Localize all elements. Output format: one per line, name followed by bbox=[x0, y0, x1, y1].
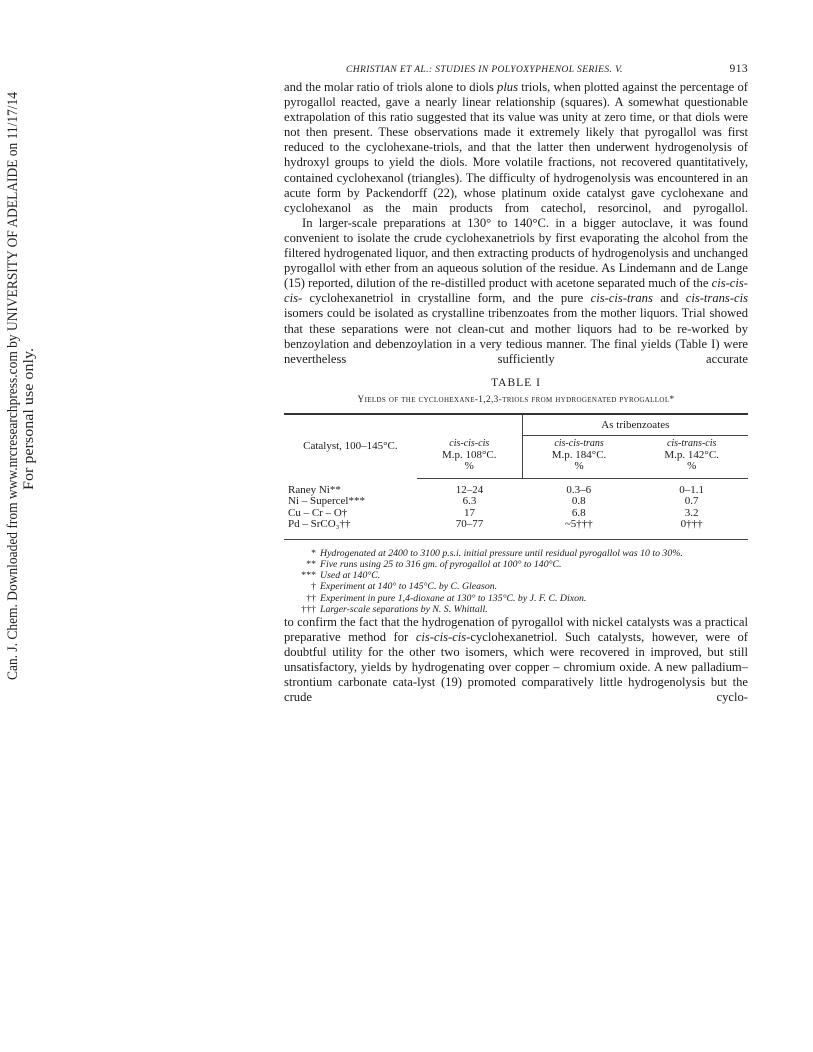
table-cell-cct: 0.3–6 bbox=[566, 483, 592, 496]
table-footnotes bbox=[284, 548, 748, 615]
table-col-ccc-mp: M.p. 108°C. bbox=[441, 448, 497, 461]
table-cell-cct: ~5††† bbox=[522, 519, 635, 539]
table-col-catalyst: Catalyst, 100–145°C. bbox=[303, 440, 398, 453]
table-row bbox=[284, 519, 748, 539]
footnote-mark: *** bbox=[301, 570, 316, 582]
footnote-text: Used at 140°C. bbox=[320, 570, 381, 582]
p2-italic-2: cis-cis-trans bbox=[590, 291, 653, 306]
table-cell-ctc: 0.7 bbox=[684, 495, 699, 508]
footnote-mark: ** bbox=[306, 558, 316, 570]
article-page bbox=[284, 62, 748, 706]
p2-text-d: isomers could be isolated as crystalline tribenzoates from the mother liquors. Trial showed that these separations were not clean-cut and mother liquors had to be re-worked by benzoylation and debenzoylation in a very tedious manner. The final yields (Table I) were nevertheless sufficiently accurate bbox=[284, 306, 748, 366]
footnote bbox=[284, 604, 748, 615]
running-head bbox=[284, 62, 748, 80]
p1-text-b: triols, when plotted against the percentage of pyrogallol reacted, gave a nearly linear relationship (squares). A somewhat questionable extrapolation of this ratio suggested that its value was unity at zero time, or that diols were not then present. These observations made it extremely likely that pyrogallol was first reduced to the cyclohexane-triols, and that the latter then underwent hydrogenolysis of hydroxyl groups to yield the diols. More volatile fractions, not recovered quantitatively, contained cyclohexanol (triangles). The difficulty of hydrogenolysis was encountered in an acute form by Packendorff (22), whose platinum oxide catalyst gave cyclohexane and cyclohexanol as the main products from catechol, resorcinol, and pyrogallol. bbox=[284, 80, 748, 215]
table-col-ccc-isomer: cis-cis-cis bbox=[449, 438, 490, 450]
table-group-header: As tribenzoates bbox=[522, 414, 748, 436]
table-col-ctc-isomer: cis-trans-cis bbox=[666, 438, 717, 450]
table-cell-catalyst: Cu – Cr – O† bbox=[288, 506, 348, 519]
p1-italic-plus: plus bbox=[497, 80, 519, 94]
table-cell-ccc: 17 bbox=[464, 506, 475, 519]
p2-text-b: cyclohexanetriol in crystalline form, and the pure bbox=[302, 291, 591, 306]
footnote-mark: ††† bbox=[301, 603, 316, 615]
footnote-text: Larger-scale separations by N. S. Whittall. bbox=[320, 603, 488, 615]
table-cell-ccc: 12–24 bbox=[455, 483, 484, 496]
table-cell-catalyst: Raney Ni** bbox=[288, 483, 341, 496]
table-caption: Yields of the cyclohexane-1,2,3-triols from hydrogenated pyrogallol* bbox=[357, 394, 675, 405]
table-cell-ccc: 6.3 bbox=[462, 495, 477, 508]
footnote-mark: † bbox=[311, 581, 316, 593]
table-cell-catalyst: Pd – SrCO₃†† bbox=[284, 519, 417, 539]
download-stamp-line1: Can. J. Chem. Downloaded from www.nrcresearchpress.com by UNIVERSITY OF ADELAIDE on 11/17/14 bbox=[5, 90, 21, 680]
table-row bbox=[284, 508, 748, 520]
footnote-text: Experiment in pure 1,4-dioxane at 130° to 135°C. by J. F. C. Dixon. bbox=[320, 592, 587, 604]
p3-text-b: -cyclohexanetriol. Such catalysts, however, were of doubtful utility for the other two isomers, which were recovered in improved, but still unsatisfactory, yields by hydrogenating over copper – chromium oxide. A new palladium–strontium carbonate cata-lyst (19) promoted comparatively little hydrogenolysis but the crude cyclo- bbox=[284, 630, 748, 705]
p1-text-a: and the molar ratio of triols alone to diols bbox=[284, 80, 498, 94]
paragraph-1 bbox=[284, 80, 748, 216]
footnote bbox=[284, 593, 748, 604]
footnote-text: Five runs using 25 to 316 gm. of pyrogallol at 100° to 140°C. bbox=[320, 558, 562, 570]
paragraph-3 bbox=[284, 615, 748, 706]
footnote bbox=[284, 581, 748, 592]
footnote bbox=[284, 559, 748, 570]
footnote-text: Hydrogenated at 2400 to 3100 p.s.i. initial pressure until residual pyrogallol was 10 to 30%. bbox=[320, 547, 683, 559]
table-col-cct-isomer: cis-cis-trans bbox=[554, 438, 604, 450]
table-col-cct-unit: % bbox=[574, 460, 584, 473]
table-col-ctc-unit: % bbox=[687, 460, 697, 473]
table-cell-ctc: 0–1.1 bbox=[679, 483, 705, 496]
footnote bbox=[284, 570, 748, 581]
running-title: CHRISTIAN ET AL.: STUDIES IN POLYOXYPHENOL SERIES. V. bbox=[346, 65, 623, 75]
table-col-ctc bbox=[635, 436, 748, 479]
p2-text-a: In larger-scale preparations at 130° to 140°C. in a bigger autoclave, it was found convenient to isolate the crude cyclohexanetriols by first evaporating the alcohol from the filtered hydrogenated liquor, and then extracting products of hydrogenolysis and unchanged pyrogallol with ether from an aqueous solution of the residue. As Lindemann and de Lange (15) reported, dilution of the re-distilled product with acetone separated much of the bbox=[284, 215, 748, 291]
download-stamp-line2: For personal use only. bbox=[21, 362, 37, 490]
download-stamp-svg bbox=[4, 90, 40, 680]
table-number: TABLE I bbox=[491, 376, 541, 389]
p3-text-a: to confirm the fact that the hydrogenation of pyrogallol with nickel catalysts was a practical preparative method for bbox=[284, 615, 748, 645]
footnote-text: Experiment at 140° to 145°C. by C. Gleason. bbox=[320, 581, 498, 593]
download-stamp bbox=[4, 90, 40, 680]
page-number: 913 bbox=[729, 63, 748, 75]
table-row bbox=[284, 478, 748, 496]
table-cell-ctc: 3.2 bbox=[684, 506, 699, 519]
table-col-ccc-unit: % bbox=[464, 460, 474, 473]
table-cell-cct: 0.8 bbox=[571, 495, 586, 508]
yields-table bbox=[284, 413, 748, 540]
table-cell-catalyst: Ni – Supercel*** bbox=[288, 495, 365, 508]
table-cell-ccc: 70–77 bbox=[417, 519, 522, 539]
table-cell-ctc: 0††† bbox=[635, 519, 748, 539]
p3-italic: cis-cis-cis bbox=[415, 630, 467, 645]
table-col-ccc bbox=[417, 436, 522, 479]
p2-italic-3: cis-trans-cis bbox=[685, 291, 748, 306]
footnote bbox=[284, 548, 748, 559]
table-group-header-row bbox=[284, 414, 748, 436]
p2-text-c: and bbox=[652, 291, 686, 306]
table-col-cct-mp: M.p. 184°C. bbox=[551, 448, 607, 461]
footnote-mark: * bbox=[311, 547, 316, 559]
table-cell-cct: 6.8 bbox=[571, 506, 586, 519]
table-col-ctc-mp: M.p. 142°C. bbox=[664, 448, 719, 461]
paragraph-2 bbox=[284, 216, 748, 367]
footnote-mark: †† bbox=[306, 592, 316, 604]
table-row bbox=[284, 496, 748, 508]
table-col-cct bbox=[522, 436, 635, 479]
p2-italic-1: cis-cis-cis- bbox=[284, 276, 748, 306]
